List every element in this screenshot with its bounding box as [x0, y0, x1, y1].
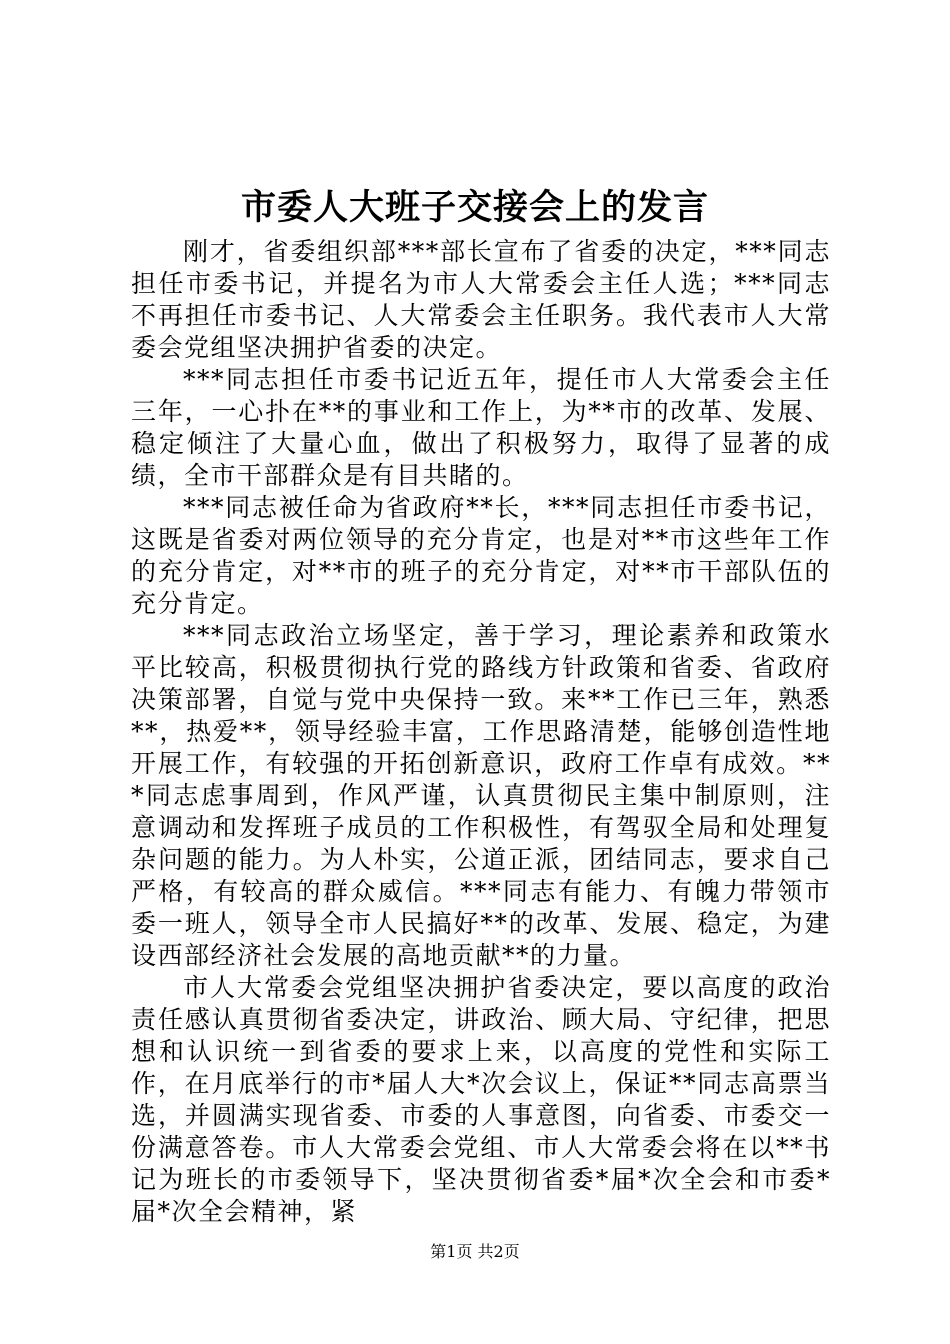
paragraph-2: ***同志担任市委书记近五年，提任市人大常委会主任三年，一心扑在**的事业和工作上，为**市的改革、发展、稳定倾注了大量心血，做出了积极努力，取得了显著的成绩，全市干部群众是有目共睹的。: [131, 365, 831, 490]
paragraph-4: ***同志政治立场坚定，善于学习，理论素养和政策水平比较高，积极贯彻执行党的路线方针政策和省委、省政府决策部署，自觉与党中央保持一致。来**工作已三年，熟悉**，热爱**，领导经验丰富，工作思路清楚，能够创造性地开展工作，有较强的开拓创新意识，政府工作卓有成效。***同志虑事周到，作风严谨，认真贯彻民主集中制原则，注意调动和发挥班子成员的工作积极性，有驾驭全局和处理复杂问题的能力。为人朴实，公道正派，团结同志，要求自己严格，有较高的群众威信。***同志有能力、有魄力带领市委一班人，领导全市人民搞好**的改革、发展、稳定，为建设西部经济社会发展的高地贡献**的力量。: [131, 621, 831, 970]
document-body: [131, 236, 831, 1228]
paragraph-1: 刚才，省委组织部***部长宣布了省委的决定，***同志担任市委书记，并提名为市人大常委会主任人选；***同志不再担任市委书记、人大常委会主任职务。我代表市人大常委会党组坚决拥护省委的决定。: [131, 237, 831, 362]
paragraph-5: 市人大常委会党组坚决拥护省委决定，要以高度的政治责任感认真贯彻省委决定，讲政治、顾大局、守纪律，把思想和认识统一到省委的要求上来，以高度的党性和实际工作，在月底举行的市*届人大*次会议上，保证**同志高票当选，并圆满实现省委、市委的人事意图，向省委、市委交一份满意答卷。市人大常委会党组、市人大常委会将在以**书记为班长的市委领导下，坚决贯彻省委*届*次全会和市委*届*次全会精神，紧: [131, 973, 831, 1226]
document-title: 市委人大班子交接会上的发言: [240, 187, 709, 228]
page-number-footer: 第1页 共2页: [430, 1242, 520, 1261]
paragraph-3: ***同志被任命为省政府**长，***同志担任市委书记，这既是省委对两位领导的充分肯定，也是对**市这些年工作的充分肯定，对**市的班子的充分肯定，对**市干部队伍的充分肯定。: [131, 493, 831, 618]
